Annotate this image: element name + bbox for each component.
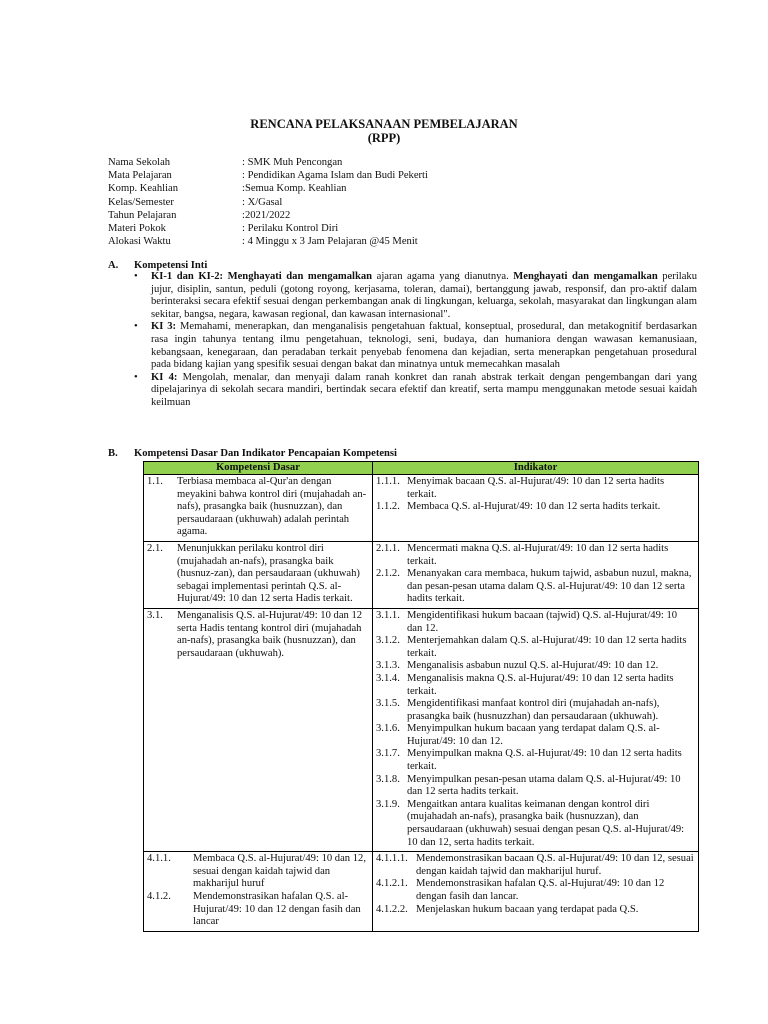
info-value: :Semua Komp. Keahlian [242,183,347,195]
identity-block [108,157,428,249]
ki-item-3 [134,321,697,371]
header-indikator: Indikator [373,462,699,475]
kd-number: 4.1.1. [147,853,171,865]
kd-item [147,610,369,660]
kd-cell [144,475,373,542]
ki-item-1-2 [134,271,697,321]
indikator-number: 1.1.1. [376,476,400,487]
kd-item [147,476,369,539]
indikator-text: Mengidentifikasi manfaat kontrol diri (mujahadah an-nafs), prasangka baik (husnuzzhan) dan persaudaraan (ukhuwah). [407,698,660,722]
indikator-number: 2.1.1. [376,542,400,554]
indikator-text: Mengidentifikasi hukum bacaan (tajwid) Q.S. al-Hujurat/49: 10 dan 12. [407,609,678,634]
indikator-item [376,723,695,748]
indikator-number: 3.1.3. [376,660,400,672]
indikator-number: 3.1.2. [376,635,400,647]
section-letter: B. [108,448,118,459]
kd-number: 3.1. [147,609,163,621]
table-row [144,608,699,851]
indikator-item [376,774,695,799]
indikator-number: 4.1.2.2. [376,903,408,915]
indikator-item [376,853,695,878]
info-label: Alokasi Waktu [108,236,171,248]
ki-lead: KI 4: [151,371,178,383]
info-value: : X/Gasal [242,196,283,208]
indikator-text: Mencermati makna Q.S. al-Hujurat/49: 10 dan 12 serta hadits terkait. [407,542,669,567]
kd-text: Menunjukkan perilaku kontrol diri (mujahadah an-nafs), prasangka baik (husnuz-zan), dan persaudaraan (ukhuwah) sebagai implementasi perintah Q.S. al- Hujurat/49: 10 dan 12 serta Hadis terkait. [177,542,360,605]
header-kompetensi-dasar: Kompetensi Dasar [144,462,373,475]
indikator-item [376,568,695,606]
section-letter: A. [108,260,119,271]
ki-body: perilaku jujur, disiplin, santun, peduli (gotong royong, kerjasama, toleran, damai), bertanggung jawab, responsif, dan pro-aktif dalam berinteraksi secara efektif sesuai dengan perkembangan anak di lingkungan, keluarga, sekolah, masyarakat dan lingkungan alam sekitar, bangsa, negara, kawasan regional, dan kawasan internasional". [151,271,698,320]
info-label: Tahun Pelajaran [108,209,177,221]
indikator-text: Mendemonstrasikan hafalan Q.S. al-Hujurat/49: 10 dan 12 dengan fasih dan lancar. [416,878,665,902]
ki-item-4 [134,372,697,410]
ki-text [151,271,697,321]
indikator-item [376,660,695,673]
info-row-nama-sekolah [108,157,428,170]
bullet: • [134,371,138,383]
kompetensi-inti-list [134,271,697,410]
ki-lead: KI-1 dan KI-2: [151,271,224,282]
document-subtitle: (RPP) [367,131,401,145]
section-title: Kompetensi Inti [134,260,208,271]
kd-cell [144,608,373,851]
ki-text [151,372,697,410]
indikator-number: 3.1.1. [376,609,400,621]
indikator-item [376,501,695,514]
indikator-text: Mengaitkan antara kualitas keimanan dengan kontrol diri (mujahadah an-nafs), prasangka baik (husnuzzan), dan persaudaraan (ukhuwah) sesuai dengan pesan Q.S. al-Hujurat/49: 10 dan 12, serta hadits terkait. [407,798,685,848]
bullet: • [134,271,138,282]
indikator-item [376,610,695,635]
indikator-text: Menganalisis asbabun nuzul Q.S. al-Hujurat/49: 10 dan 12. [407,660,659,672]
indikator-number: 4.1.1.1. [376,853,408,865]
table-row [144,852,699,932]
kd-item [147,543,369,606]
indikator-item [376,635,695,660]
ki-lead: KI 3: [151,321,177,333]
section-b-heading [108,448,397,461]
info-row-kelas-semester [108,197,428,210]
info-row-mata-pelajaran [108,170,428,183]
ki-body: Mengolah, menalar, dan menyaji dalam ranah konkret dan ranah abstrak terkait dengan pengembangan dari yang dipelajarinya di sekolah secara mandiri, bertindak secara efektif dan kreatif, serta mampu menggunakan metode sesuai kaidah keilmuan [151,371,697,408]
indikator-item [376,799,695,849]
indikator-item [376,904,695,917]
indikator-number: 4.1.2.1. [376,878,408,890]
kd-number: 1.1. [147,476,163,487]
indikator-text: Menganalisis makna Q.S. al-Hujurat/49: 10 dan 12 serta hadits terkait. [407,672,674,697]
indikator-text: Menterjemahkan dalam Q.S. al-Hujurat/49: 10 dan 12 serta hadits terkait. [407,635,687,659]
info-label: Materi Pokok [108,222,166,234]
indikator-text: Menyimpulkan makna Q.S. al-Hujurat/49: 10 dan 12 serta hadits terkait. [407,748,682,773]
info-row-alokasi-waktu [108,236,428,249]
info-row-komp-keahlian [108,183,428,196]
kd-text: Terbiasa membaca al-Qur'an dengan meyakini bahwa kontrol diri (mujahadah an-nafs), prasangka baik (husnuzzan), dan persaudaraan (ukhuwah) adalah perintah agama. [177,476,367,538]
info-label: Mata Pelajaran [108,170,172,182]
indikator-number: 3.1.5. [376,698,400,710]
kd-text: Mendemonstrasikan hafalan Q.S. al-Hujurat/49: 10 dan 12 dengan fasih dan lancar [193,891,361,928]
info-value: : Pendidikan Agama Islam dan Budi Pekerti [242,170,428,182]
indikator-number: 2.1.2. [376,568,400,580]
indikator-number: 3.1.4. [376,672,400,684]
indikator-text: Menyimpulkan pesan-pesan utama dalam Q.S. al-Hujurat/49: 10 dan 12 serta hadits terkait. [407,773,681,798]
indikator-number: 3.1.6. [376,723,400,735]
table-row [144,541,699,608]
info-label: Nama Sekolah [108,157,171,168]
indikator-number: 1.1.2. [376,501,400,513]
kd-item [147,891,369,929]
indikator-text: Mendemonstrasikan bacaan Q.S. al-Hujurat/49: 10 dan 12, sesuai dengan kaidah tajwid dan makharijul huruf. [416,853,694,877]
indikator-item [376,748,695,773]
indikator-cell [373,852,699,932]
info-label: Kelas/Semester [108,196,174,208]
ki-body: ajaran agama yang dianutnya. [372,271,514,282]
kd-indikator-table [143,461,699,932]
indikator-text: Menjelaskan hukum bacaan yang terdapat pada Q.S. [416,903,639,915]
info-value: : Perilaku Kontrol Diri [242,222,339,234]
ki-emphasis: Menghayati dan mengamalkan [513,271,658,282]
info-value: : SMK Muh Pencongan [242,157,343,168]
indikator-cell [373,608,699,851]
indikator-item [376,878,695,903]
info-value: :2021/2022 [242,209,291,221]
section-title: Kompetensi Dasar Dan Indikator Pencapaian Kompetensi [134,448,398,459]
bullet: • [134,321,138,333]
kd-number: 4.1.2. [147,891,171,902]
indikator-number: 3.1.7. [376,748,400,760]
indikator-number: 3.1.9. [376,798,400,810]
indikator-cell [373,475,699,542]
indikator-text: Membaca Q.S. al-Hujurat/49: 10 dan 12 serta hadits terkait. [407,501,661,513]
indikator-cell [373,541,699,608]
table-header-row [144,462,699,475]
indikator-text: Menyimpulkan hukum bacaan yang terdapat dalam Q.S. al-Hujurat/49: 10 dan 12. [407,723,660,747]
indikator-text: Menyimak bacaan Q.S. al-Hujurat/49: 10 dan 12 serta hadits terkait. [407,476,665,500]
info-row-tahun-pelajaran [108,210,428,223]
info-row-materi-pokok [108,223,428,236]
indikator-item [376,673,695,698]
document-title: RENCANA PELAKSANAAN PEMBELAJARAN [250,117,518,131]
ki-emphasis: Menghayati dan mengamalkan [227,271,373,282]
kd-item [147,853,369,891]
kd-cell [144,541,373,608]
kd-text: Membaca Q.S. al-Hujurat/49: 10 dan 12, sesuai dengan kaidah tajwid dan makharijul huruf [193,853,366,890]
indikator-item [376,698,695,723]
kd-number: 2.1. [147,542,163,554]
kd-cell [144,852,373,932]
indikator-item [376,543,695,568]
info-label: Komp. Keahlian [108,183,179,195]
ki-text [151,321,697,371]
kd-text: Menganalisis Q.S. al-Hujurat/49: 10 dan 12 serta Hadis tentang kontrol diri (mujahadah an-nafs), prasangka baik (husnuzzan), dan persaudaraan (ukhuwah). [177,609,363,659]
indikator-text: Menanyakan cara membaca, hukum tajwid, asbabun nuzul, makna, dan pesan-pesan utama dalam Q.S. al-Hujurat/49: 10 dan 12 serta hadits terkait. [407,568,692,605]
indikator-number: 3.1.8. [376,773,400,785]
ki-body: Memahami, menerapkan, dan menganalisis pengetahuan faktual, konseptual, prosedural, dan metakognitif berdasarkan rasa ingin tahunya tentang ilmu pengetahuan, teknologi, seni, budaya, dan humaniora dengan wawasan kemanusiaan, kebangsaan, kenegaraan, dan peradaban terkait penyebab fenomena dan kejadian, serta menerapkan pengetahuan prosedural pada bidang kajian yang spesifik sesuai dengan bakat dan minatnya untuk memecahkan masalah [151,321,697,371]
table-row [144,475,699,542]
indikator-item [376,476,695,501]
info-value: : 4 Minggu x 3 Jam Pelajaran @45 Menit [242,236,418,248]
